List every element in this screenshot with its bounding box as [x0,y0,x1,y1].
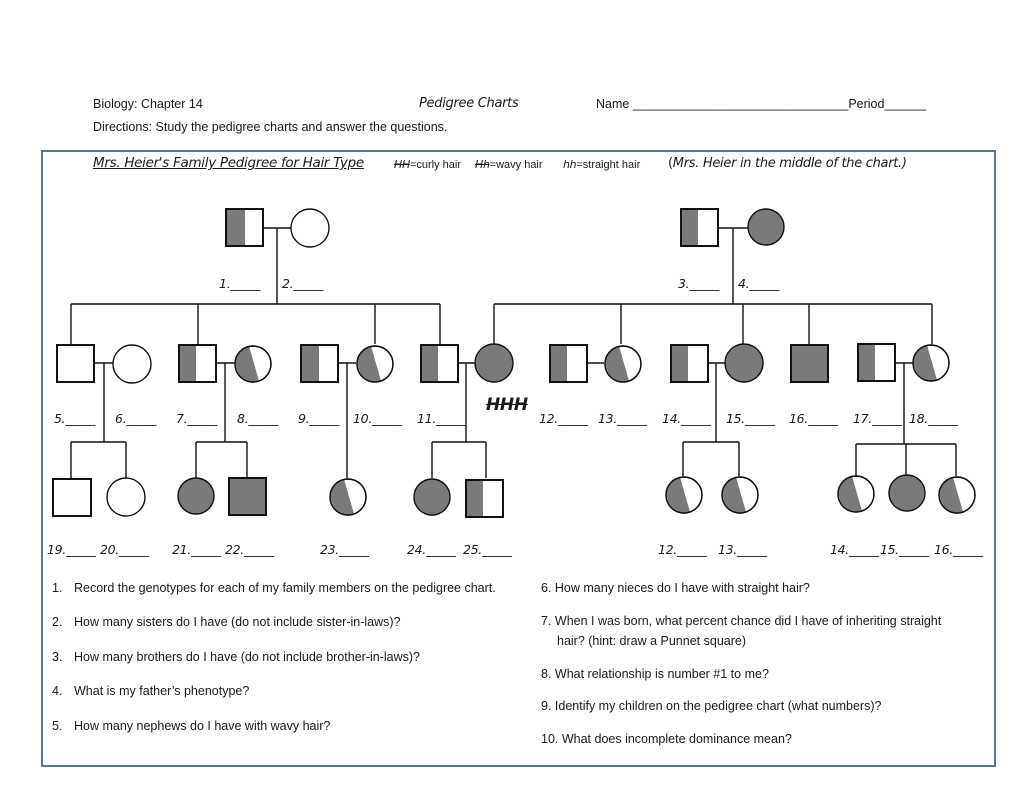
page-title: Pedigree Charts [419,96,519,111]
right-label-15: 15._____ [880,542,929,557]
right-person-15 [889,475,925,511]
label-15: 15._____ [726,411,775,426]
chart-note-paren: ( [668,156,673,171]
question-1 [52,578,496,598]
label-21: 21._____ [172,542,221,557]
label-7: 7._____ [176,411,218,426]
key-wavy-label: =wavy hair [489,159,543,171]
label-2: 2._____ [282,276,324,291]
chart-note-text: Mrs. Heier in the middle of the chart.) [672,156,907,171]
person-23 [330,479,366,515]
question-5 [52,716,330,736]
tally-mark: HHH [486,395,528,415]
person-24 [414,479,450,515]
question-10: 10. What does incomplete dominance mean? [541,732,792,746]
question-8: 8. What relationship is number #1 to me? [541,667,769,681]
question-7-cont: hair? (hint: draw a Punnet square) [557,634,746,648]
label-8: 8._____ [237,411,279,426]
person-14 [671,345,708,382]
label-22: 22._____ [225,542,274,557]
question-number: 5. [52,719,63,733]
person-4 [748,209,784,245]
question-number: 3. [52,650,63,664]
person-22 [229,478,266,515]
label-20: 20._____ [100,542,149,557]
label-13: 13._____ [598,411,647,426]
label-5: 5._____ [54,411,96,426]
label-9: 9._____ [298,411,340,426]
question-text: How many nephews do I have with wavy hair? [74,719,331,733]
key-curly-symbol: HH [394,158,410,171]
label-17: 17._____ [853,411,902,426]
question-number: 4. [52,684,63,698]
person-17 [858,344,895,381]
question-6: 6. How many nieces do I have with straight hair? [541,581,810,595]
key-wavy-symbol: Hh [475,158,490,171]
person-1 [226,209,263,246]
label-11: 11._____ [417,411,466,426]
label-12: 12._____ [539,411,588,426]
course-label: Biology: Chapter 14 [93,97,203,111]
person-18 [913,345,949,381]
person-15 [725,344,763,382]
person-16 [791,345,828,382]
label-24: 24._____ [407,542,456,557]
right-label-16: 16._____ [934,542,983,557]
mrs-heier [475,344,513,382]
directions-text: Directions: Study the pedigree charts and answer the questions. [93,120,448,134]
label-1: 1._____ [219,276,261,291]
label-18: 18._____ [909,411,958,426]
right-person-12 [666,477,702,513]
question-number: 2. [52,615,63,629]
chart-title: Mrs. Heier's Family Pedigree for Hair Type [93,155,364,171]
person-25 [466,480,503,517]
question-text: What is my father’s phenotype? [74,684,250,698]
right-label-14: 14._____ [830,542,879,557]
key-straight-label: =straight hair [576,159,641,171]
person-8 [235,346,271,382]
right-person-13 [722,477,758,513]
question-4 [52,681,249,701]
person-3 [681,209,718,246]
question-number: 1. [52,581,63,595]
label-14: 14._____ [662,411,711,426]
label-25: 25._____ [463,542,512,557]
question-text: How many brothers do I have (do not include brother-in-laws)? [74,650,421,664]
person-5 [57,345,94,382]
person-11 [421,345,458,382]
person-20 [107,478,145,516]
label-16: 16._____ [789,411,838,426]
name-period-field[interactable]: Name _______________________________Period______ [596,97,927,111]
person-13 [605,346,641,382]
right-label-12: 12._____ [658,542,707,557]
question-text: How many sisters do I have (do not include sister-in-laws)? [74,615,401,629]
label-19: 19._____ [47,542,96,557]
key-curly-label: =curly hair [409,159,461,171]
question-2 [52,612,401,632]
label-10: 10._____ [353,411,402,426]
label-6: 6._____ [115,411,157,426]
person-6 [113,345,151,383]
person-12 [550,345,587,382]
person-7 [179,345,216,382]
person-21 [178,478,214,514]
question-9: 9. Identify my children on the pedigree chart (what numbers)? [541,699,882,713]
person-2 [291,209,329,247]
right-label-13: 13._____ [718,542,767,557]
person-9 [301,345,338,382]
label-23: 23._____ [320,542,369,557]
person-10 [357,346,393,382]
key-straight-symbol: hh [563,158,577,171]
label-4: 4._____ [738,276,780,291]
label-3: 3._____ [678,276,720,291]
right-person-14 [838,476,874,512]
person-19 [53,479,91,516]
question-3 [52,647,420,667]
question-text: Record the genotypes for each of my family members on the pedigree chart. [74,581,496,595]
right-person-16 [939,477,975,513]
question-7: 7. When I was born, what percent chance did I have of inheriting straight [541,614,942,628]
